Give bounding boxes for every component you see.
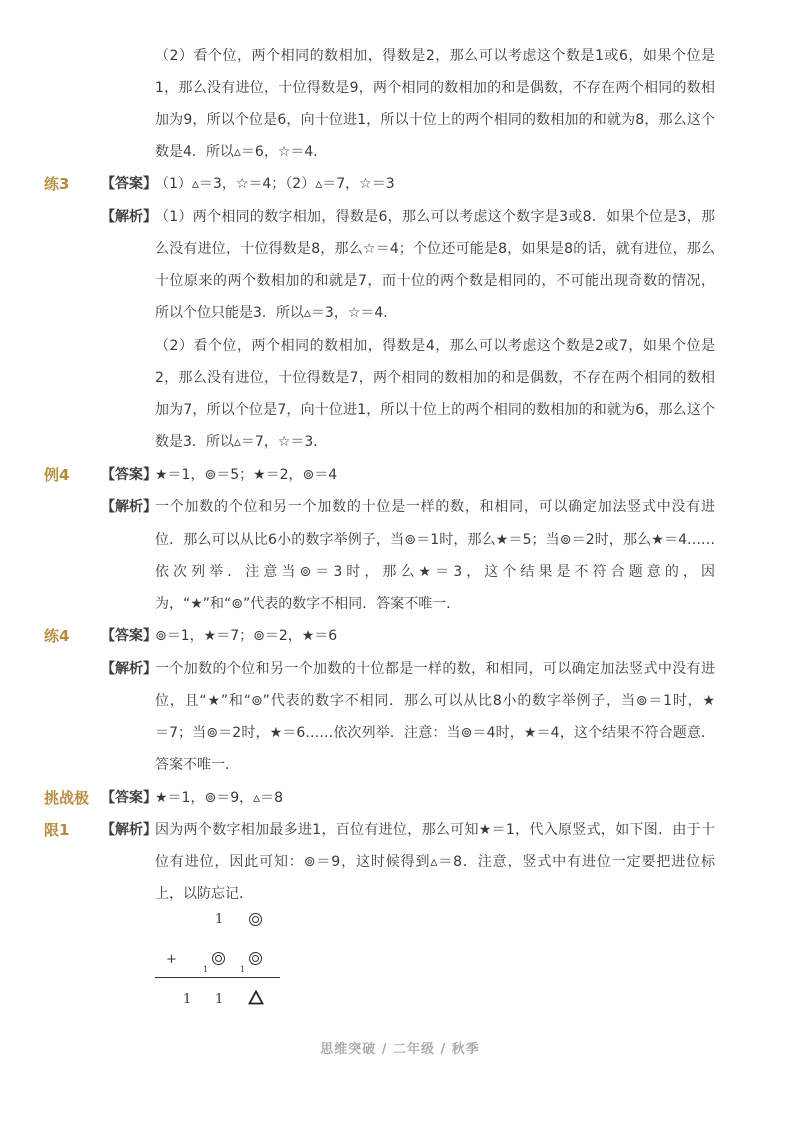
answer-label: 【答案】: [101, 467, 157, 483]
carry-mark: 1: [240, 965, 246, 974]
analysis-label: 【解析】: [101, 661, 157, 677]
text-line: （2）看个位，两个相同的数相加，得数是4，那么可以考虑这个数是2或7，如果个位是: [155, 338, 715, 354]
answer-text: （1）▵＝3，☆＝4；（2）▵＝7，☆＝3: [155, 176, 395, 192]
section-tag-lian3: 练3: [44, 175, 70, 193]
page-footer: 思维突破 / 二年级 / 秋季: [320, 1042, 480, 1057]
text-line: 加为7，所以个位是7，向十位进1，所以十位上的两个相同的数相加的和就为6，那么这个: [155, 402, 715, 418]
text-line: 一个加数的个位和另一个加数的十位是一样的数，和相同，可以确定加法竖式中没有进: [155, 499, 715, 515]
text-line: 一个加数的个位和另一个加数的十位都是一样的数，和相同，可以确定加法竖式中没有进: [155, 661, 715, 677]
plus-sign: +: [166, 952, 177, 967]
text-line: 所以个位只能是3．所以▵＝3，☆＝4．: [155, 305, 398, 321]
text-line: 加为9，所以个位是6，向十位进1，所以十位上的两个相同的数相加的和就为8，那么这个: [155, 112, 715, 128]
text-line: 1，那么没有进位，十位得数是9，两个相同的数相加的和是偶数，不存在两个相同的数相: [155, 80, 715, 96]
text-line: 为，“★”和“⊚”代表的数字不相同．答案不唯一．: [155, 596, 461, 612]
sum-line: [155, 977, 280, 978]
text-line: 依次列举．注意当⊚＝3时，那么★＝3，这个结果是不符合题意的，因: [155, 564, 715, 580]
answer-label: 【答案】: [101, 628, 157, 644]
text-line: 位有进位，因此可知：⊚＝9，这时候得到▵＝8．注意，竖式中有进位一定要把进位标: [155, 854, 715, 870]
text-line: 答案不唯一．: [155, 757, 239, 773]
analysis-label: 【解析】: [101, 499, 157, 515]
result-digit: 1: [183, 992, 192, 1007]
section-tag-tiaozhan: 挑战极: [44, 789, 90, 807]
text-line: 位．那么可以从比6小的数字举例子，当⊚＝1时，那么★＝5；当⊚＝2时，那么★＝4……: [155, 532, 715, 548]
text-line: 么没有进位，十位得数是8，那么☆＝4；个位还可能是8，如果是8的话，就有进位，那么: [155, 241, 715, 257]
answer-text: ★＝1，⊚＝9，▵＝8: [155, 790, 284, 806]
text-line: 2，那么没有进位，十位得数是7，两个相同的数相加的和是偶数，不存在两个相同的数相: [155, 370, 715, 386]
section-tag-li4: 例4: [44, 466, 70, 484]
circle-symbol-icon: [212, 952, 225, 965]
text-line: 因为两个数字相加最多进1，百位有进位，那么可知★＝1，代入原竖式，如下图．由于十: [155, 822, 715, 838]
triangle-symbol-icon: [248, 990, 264, 1005]
text-line: ＝7；当⊚＝2时，★＝6……依次列举．注意：当⊚＝4时，★＝4，这个结果不符合题意．: [155, 725, 715, 741]
text-line: 上，以防忘记．: [155, 886, 253, 902]
analysis-label: 【解析】: [101, 209, 157, 225]
answer-label: 【答案】: [101, 176, 157, 192]
section-tag-lian4: 练4: [44, 627, 70, 645]
carry-mark: 1: [203, 965, 209, 974]
top-digit: 1: [215, 912, 224, 927]
text-line: 位，且“★”和“⊚”代表的数字不相同．那么可以从比8小的数字举例子，当⊚＝1时，★: [155, 693, 715, 709]
result-digit: 1: [215, 992, 224, 1007]
text-line: 数是4．所以▵＝6，☆＝4．: [155, 144, 328, 160]
answer-text: ⊚＝1，★＝7；⊚＝2，★＝6: [155, 628, 338, 644]
text-line: 十位原来的两个数相加的和就是7，而十位的两个数是相同的，不可能出现奇数的情况，: [155, 273, 715, 289]
analysis-label: 【解析】: [101, 822, 157, 838]
answer-text: ★＝1，⊚＝5；★＝2，⊚＝4: [155, 467, 338, 483]
circle-symbol-icon: [249, 913, 262, 926]
answer-label: 【答案】: [101, 790, 157, 806]
text-line: 数是3．所以▵＝7，☆＝3．: [155, 434, 328, 450]
section-tag-xian1: 限1: [44, 821, 70, 839]
text-line: （2）看个位，两个相同的数相加，得数是2，那么可以考虑这个数是1或6，如果个位是: [155, 48, 715, 64]
text-line: （1）两个相同的数字相加，得数是6，那么可以考虑这个数字是3或8．如果个位是3，那: [155, 209, 715, 225]
circle-symbol-icon: [249, 952, 262, 965]
